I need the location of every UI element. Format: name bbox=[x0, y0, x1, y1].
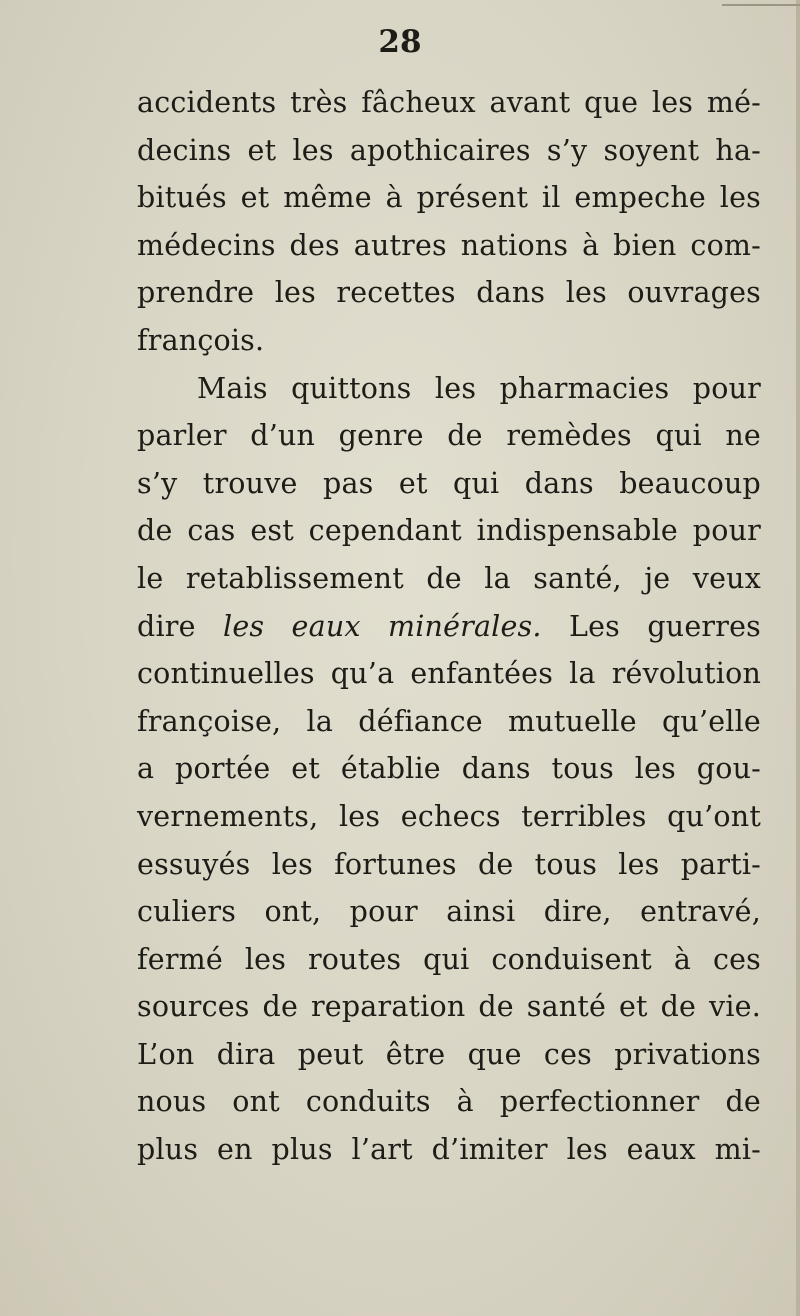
italic-phrase: les eaux minérales. bbox=[223, 609, 542, 643]
text-line: fermé les routes qui conduisent à ces bbox=[137, 942, 761, 976]
text-line: bitués et même à présent il empeche les bbox=[137, 181, 761, 215]
text-line: médecins des autres nations à bien com- bbox=[137, 228, 761, 262]
text-segment: dire bbox=[137, 609, 223, 643]
text-line: parler d’un genre de remèdes qui ne bbox=[137, 419, 761, 453]
text-line: françois. bbox=[137, 323, 265, 357]
text-line: sources de reparation de santé et de vie. bbox=[137, 990, 761, 1024]
body-text bbox=[137, 79, 761, 1174]
text-line: s’y trouve pas et qui dans beaucoup bbox=[137, 466, 761, 500]
top-rule bbox=[722, 4, 800, 6]
text-line: accidents très fâcheux avant que les mé- bbox=[137, 86, 761, 119]
page-number: 28 bbox=[378, 24, 422, 60]
text-line: Mais quittons les pharmacies pour bbox=[197, 371, 761, 405]
text-line: de cas est cependant indispensable pour bbox=[137, 514, 761, 548]
text-line: continuelles qu’a enfantées la révolution bbox=[137, 657, 761, 691]
text-line: le retablissement de la santé, je veux bbox=[137, 561, 761, 595]
text-line: culiers ont, pour ainsi dire, entravé, bbox=[137, 895, 761, 929]
text-line: plus en plus l’art d’imiter les eaux mi- bbox=[137, 1133, 761, 1167]
text-line: decins et les apothicaires s’y soyent ha- bbox=[137, 133, 761, 167]
text-line: françoise, la défiance mutuelle qu’elle bbox=[137, 704, 761, 738]
text-line: L’on dira peut être que ces privations bbox=[137, 1037, 761, 1071]
text-line bbox=[137, 603, 761, 651]
text-line: nous ont conduits à perfectionner de bbox=[137, 1085, 761, 1119]
page-edge bbox=[796, 0, 800, 1316]
text-segment: Les guerres bbox=[541, 609, 761, 643]
text-line: prendre les recettes dans les ouvrages bbox=[137, 276, 761, 310]
text-line: vernements, les echecs terribles qu’ont bbox=[137, 799, 761, 833]
text-line: a portée et établie dans tous les gou- bbox=[137, 752, 761, 786]
text-line: essuyés les fortunes de tous les parti- bbox=[137, 847, 761, 881]
